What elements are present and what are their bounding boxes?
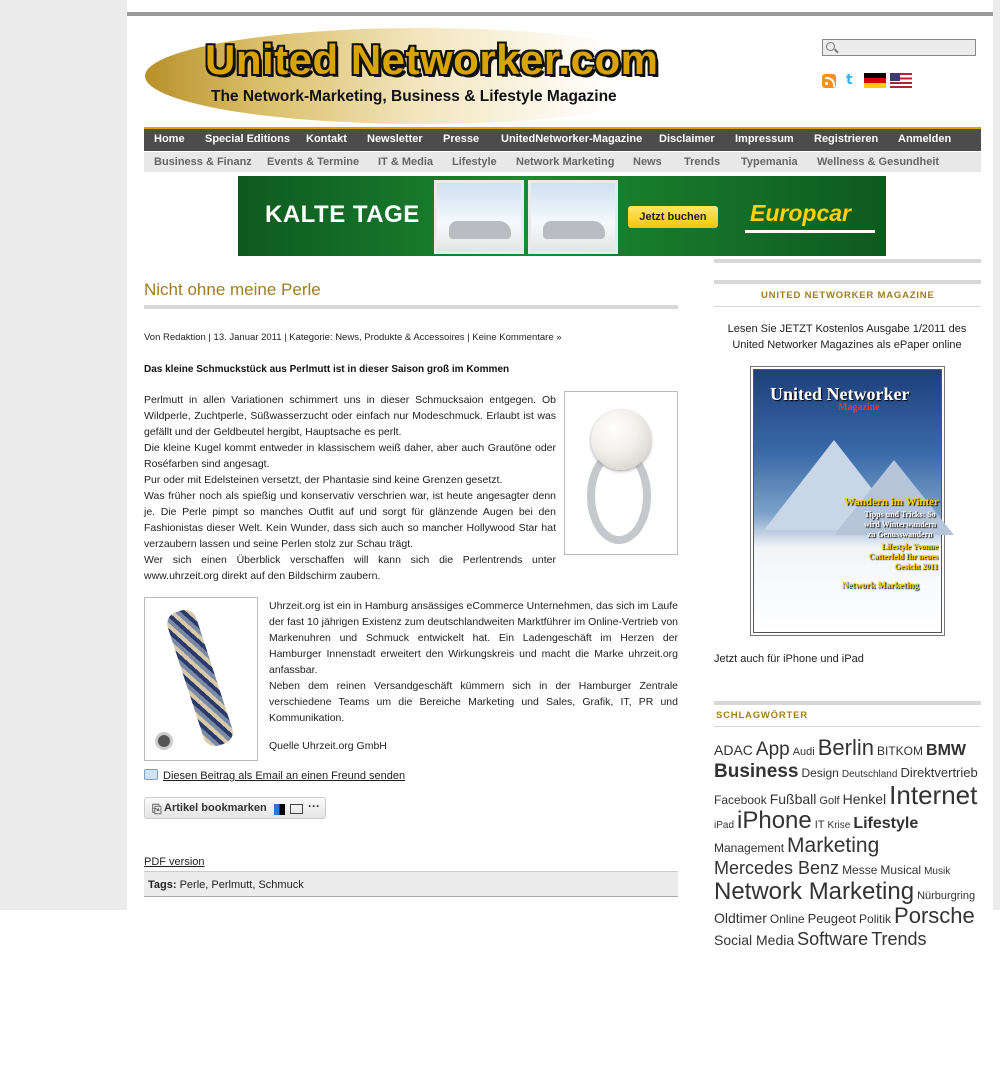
nav-lifestyle[interactable]: Lifestyle [452, 156, 497, 168]
paragraph-line: Uhrzeit.org ist ein in Hamburg ansässiges eCommerce Unternehmen, das sich im Laufe der fast 10 jährigen Existenz zum deutschlandweiten Marktführer im Online-Vertrieb von Markenuhren und Schmuck entwickelt hat. Ein Ladengeschäft im Herzen der Hamburger Innenstadt erweitert den Wirkungskreis und macht die Marke uhrzeit.org anfassbar. [269, 600, 678, 676]
rss-icon[interactable] [822, 74, 836, 88]
ring-pearl [591, 410, 651, 470]
bracelet-image[interactable] [144, 597, 258, 761]
tags-widget-title: SCHLAGWÖRTER [716, 710, 808, 721]
paragraph-line: Wer sich einen Überblick verschaffen will kann sich die Perlentrends unter www.uhrzeit.org direkt auf den Bildschirm zaubern. [144, 554, 556, 582]
tag-cloud-item[interactable]: Mercedes Benz [714, 858, 840, 878]
tag-cloud-item[interactable]: App [755, 739, 790, 760]
nav-news[interactable]: News [633, 156, 662, 168]
tags-label: Tags: [148, 879, 177, 891]
banner-car-image [528, 180, 618, 254]
ad-banner[interactable] [238, 176, 886, 256]
sidebar-divider [714, 259, 981, 263]
nav-business-finanz[interactable]: Business & Finanz [154, 156, 252, 168]
email-icon [144, 769, 158, 780]
article-lead: Das kleine Schmuckstück aus Perlmutt ist in dieser Saison groß im Kommen [144, 364, 510, 375]
cover-art [753, 369, 942, 633]
bookmark-button[interactable] [144, 797, 326, 819]
bracelet-beads [164, 607, 236, 749]
tag-cloud-item[interactable]: Trends [871, 929, 927, 949]
tag-cloud-item[interactable]: Nürburgring [917, 890, 976, 902]
tag-cloud-item[interactable]: Golf [819, 795, 840, 807]
pearl-ring-image[interactable] [564, 391, 678, 555]
tag-cloud-item[interactable]: Social Media [714, 932, 795, 948]
us-flag-icon[interactable] [890, 73, 912, 88]
sidebar-divider [714, 280, 981, 284]
bracelet-clasp [155, 732, 173, 750]
tag-cloud-item[interactable]: ADAC [714, 742, 753, 758]
delicious-icon[interactable] [274, 804, 285, 815]
paragraph-line: Pur oder mit Edelsteinen versetzt, der Phantasie sind keine Grenzen gesetzt. [144, 474, 503, 486]
bookmark-label: Artikel bookmarken [164, 802, 267, 814]
paperclip-icon: ⎘ [152, 802, 162, 816]
magazine-widget-title: UNITED NETWORKER MAGAZINE [761, 290, 935, 301]
left-gutter [0, 0, 127, 910]
tag-cloud-item[interactable]: Management [714, 841, 785, 855]
nav-presse[interactable]: Presse [443, 133, 480, 145]
tag-cloud-item[interactable]: iPad [714, 820, 735, 831]
logo-title: United Networker.com [205, 36, 659, 83]
tag-cloud-item[interactable]: Messe [842, 863, 878, 877]
tag-cloud-item[interactable]: Facebook [714, 793, 767, 807]
tag-cloud-item[interactable]: Musik [924, 866, 951, 877]
banner-car-image [434, 180, 524, 254]
tag-cloud-item[interactable]: iPhone [737, 807, 812, 834]
email-share [144, 769, 405, 782]
tag-cloud-item[interactable]: Berlin [817, 735, 874, 760]
site-logo[interactable] [145, 28, 697, 124]
article-paragraph-1 [144, 392, 556, 584]
nav-special-editions[interactable]: Special Editions [205, 133, 290, 145]
nav-anmelden[interactable]: Anmelden [898, 133, 952, 145]
article-source: Quelle Uhrzeit.org GmbH [269, 740, 387, 752]
magazine-promo-text: Lesen Sie JETZT Kostenlos Ausgabe 1/2011 des United Networker Magazines als ePaper online [727, 323, 967, 351]
tag-cloud-item[interactable]: Software [797, 929, 869, 949]
primary-nav [144, 127, 981, 151]
tag-cloud-item[interactable]: IT [814, 819, 825, 831]
nav-wellness[interactable]: Wellness & Gesundheit [817, 156, 940, 168]
banner-cta-button[interactable]: Jetzt buchen [628, 206, 718, 228]
tag-cloud-item[interactable]: Fußball [769, 791, 817, 807]
tag-cloud-item[interactable]: Design [801, 766, 839, 780]
tag-cloud-item[interactable]: Audi [792, 746, 815, 758]
article-title[interactable]: Nicht ohne meine Perle [144, 280, 321, 299]
pdf-version-link[interactable]: PDF version [144, 856, 205, 868]
tag-cloud-item[interactable]: Porsche [894, 903, 975, 928]
cover-headline: Wandern im Winter [844, 496, 939, 508]
tag-cloud-item[interactable]: Direktvertrieb [900, 765, 978, 780]
email-friend-link[interactable]: Diesen Beitrag als Email an einen Freund senden [163, 770, 406, 782]
german-flag-icon[interactable] [864, 73, 886, 88]
tag-cloud-item[interactable]: Oldtimer [714, 910, 767, 926]
logo-subtitle: The Network-Marketing, Business & Lifestyle Magazine [211, 88, 617, 105]
tag-cloud-item[interactable]: BITKOM [877, 744, 924, 758]
search-icon [826, 42, 835, 51]
secondary-nav [144, 152, 981, 172]
page [127, 16, 993, 949]
cover-network-marketing: Network Marketing [842, 580, 919, 590]
mail-icon[interactable] [290, 804, 303, 814]
paragraph-line: Perlmutt in allen Variationen schimmert uns in dieser Schmucksaion entgegen. Ob Wildperle, Zuchtperle, Süßwasserzucht oder einfach nur Modeschmuck. Erlaubt ist was gefällt und der Geldbeutel hergibt, Hauptsache es perlt. [144, 394, 556, 438]
tag-cloud-item[interactable]: Marketing [787, 834, 880, 857]
nav-home[interactable]: Home [154, 133, 185, 145]
paragraph-line: Neben dem reinen Versandgeschäft kümmern sich in der Hamburger Zentrale verschiedene Teams um die Bereiche Marketing und Sales, Grafik, IT, PR und Kommunikation. [269, 680, 678, 724]
tags-list[interactable]: Perle, Perlmutt, Schmuck [179, 879, 304, 891]
tag-cloud-item[interactable]: Lifestyle [853, 815, 919, 832]
nav-network-marketing[interactable]: Network Marketing [516, 156, 615, 168]
iphone-text: Jetzt auch für iPhone und iPad [714, 653, 864, 665]
search-input[interactable] [839, 40, 973, 55]
sidebar-divider [714, 306, 981, 307]
tag-cloud-item[interactable]: Online [769, 912, 805, 926]
paragraph-line: Was früher noch als spießig und konservativ verschrien war, ist heute angesagter denn je. Die Perle pimpt so manches Outfit auf und sorgt für glänzende Augen bei den Fashionistas dieser Welt. Kein Wunder, dass sich auch so mancher Hollywood Star hat verzaubern lassen und seine Perlen stolz zur Schau trägt. [144, 490, 556, 550]
nav-it-media[interactable]: IT & Media [378, 156, 434, 168]
tag-cloud-item[interactable]: Krise [827, 820, 851, 831]
cover-lifestyle: Lifestyle Yvonne Catterfeld Ihr neues Gesicht 2011 [868, 542, 938, 571]
nav-impressum[interactable]: Impressum [735, 133, 794, 145]
more-icon[interactable]: ··· [308, 799, 320, 813]
sidebar-divider [714, 726, 981, 727]
search-box[interactable] [822, 39, 976, 56]
title-divider [144, 305, 678, 309]
nav-newsletter[interactable]: Newsletter [367, 133, 423, 145]
tag-cloud-item[interactable]: BMW [926, 742, 966, 759]
cover-title: United Networker [770, 384, 910, 404]
cover-subtitle: Magazine [838, 402, 880, 413]
magazine-cover[interactable] [750, 366, 945, 636]
nav-magazine[interactable]: UnitedNetworker-Magazine [501, 133, 643, 145]
nav-registrieren[interactable]: Registrieren [814, 133, 879, 145]
tag-cloud-item[interactable]: Henkel [842, 791, 887, 807]
tag-cloud-item[interactable]: Internet [889, 780, 978, 810]
cover-tips: Tipps und Tricks: So wird Winterwandern zu Genusswandern [863, 510, 937, 539]
right-gutter [993, 0, 1000, 910]
tag-cloud-item[interactable]: Business [714, 761, 799, 782]
nav-disclaimer[interactable]: Disclaimer [659, 133, 715, 145]
tag-cloud-item[interactable]: Network Marketing [714, 878, 915, 905]
article-tags-bar [144, 871, 678, 897]
tag-cloud-item[interactable]: Politik [859, 912, 892, 926]
tag-cloud [714, 735, 981, 951]
paragraph-line: Die kleine Kugel kommt entweder in klassischem weiß daher, aber auch Grautöne oder Roséfarben sind angesagt. [144, 442, 556, 470]
tag-cloud-item[interactable]: Deutschland [841, 769, 898, 780]
tag-cloud-item[interactable]: Peugeot [807, 911, 857, 926]
twitter-icon[interactable]: t [846, 72, 853, 88]
banner-brand: Europcar [750, 200, 851, 226]
banner-headline: KALTE TAGE [265, 201, 420, 228]
nav-trends[interactable]: Trends [684, 156, 721, 168]
nav-kontakt[interactable]: Kontakt [306, 133, 347, 145]
nav-typemania[interactable]: Typemania [741, 156, 798, 168]
tag-cloud-item[interactable]: Musical [880, 863, 922, 877]
nav-events-termine[interactable]: Events & Termine [267, 156, 360, 168]
article-meta: Von Redaktion | 13. Januar 2011 | Kategorie: News, Produkte & Accessoires | Keine Kommentare » [144, 332, 562, 343]
article-paragraph-2 [269, 598, 678, 726]
sidebar-divider [714, 701, 981, 705]
